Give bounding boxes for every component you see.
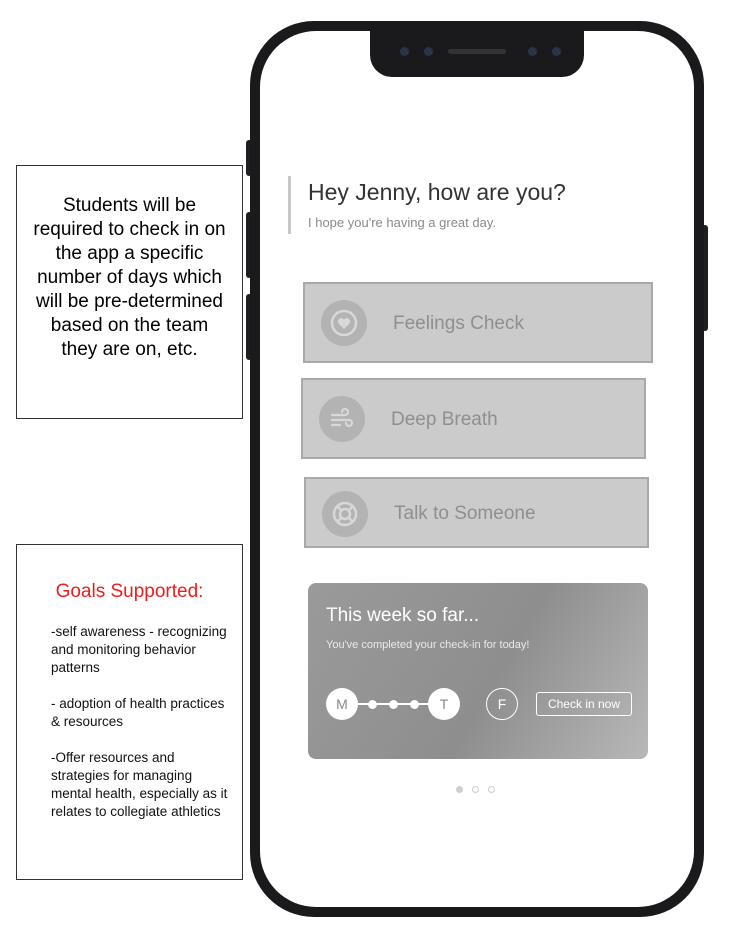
- goals-list: [51, 623, 228, 839]
- camera-icon: [400, 47, 409, 56]
- goals-note: [16, 544, 243, 880]
- requirement-note: [16, 165, 243, 419]
- day-marker-friday: F: [486, 688, 518, 720]
- greeting-title: Hey Jenny, how are you?: [308, 179, 566, 205]
- progress-dot: [410, 700, 419, 709]
- sensor-icon: [528, 47, 537, 56]
- deep-breath-button[interactable]: [301, 378, 646, 459]
- week-progress-card: [308, 583, 648, 759]
- page-dot[interactable]: [488, 786, 495, 793]
- phone-frame: [250, 21, 704, 917]
- lifebuoy-icon: [322, 491, 368, 537]
- speaker-grille: [448, 49, 506, 54]
- requirement-note-text: Students will be required to check in on the app a specific number of days which will be pre-determined based on the team they are on, etc.: [33, 195, 226, 360]
- goal-item: - adoption of health practices & resources: [51, 696, 225, 729]
- wind-icon: [319, 396, 365, 442]
- goal-item: -self awareness - recognizing and monitoring behavior patterns: [51, 624, 227, 675]
- greeting-subtitle: I hope you're having a great day.: [308, 215, 496, 230]
- day-marker-monday: M: [326, 688, 358, 720]
- progress-dot: [389, 700, 398, 709]
- feelings-check-label: Feelings Check: [393, 313, 524, 334]
- deep-breath-label: Deep Breath: [391, 409, 498, 430]
- talk-to-someone-button[interactable]: [304, 477, 649, 548]
- talk-to-someone-label: Talk to Someone: [394, 503, 536, 524]
- greeting-accent-bar: [288, 176, 291, 234]
- week-card-title: This week so far...: [326, 605, 480, 626]
- page-indicator: [456, 786, 495, 793]
- day-marker-tuesday: T: [428, 688, 460, 720]
- page-dot[interactable]: [472, 786, 479, 793]
- check-in-now-button[interactable]: Check in now: [536, 692, 632, 716]
- sensor-icon: [424, 47, 433, 56]
- heart-shield-icon: [321, 300, 367, 346]
- phone-screen: [260, 31, 694, 907]
- progress-dot: [368, 700, 377, 709]
- goal-item: -Offer resources and strategies for managing mental health, especially as it relates to collegiate athletics: [51, 750, 228, 819]
- phone-notch: [370, 31, 584, 77]
- sensor-icon: [552, 47, 561, 56]
- page-dot-active[interactable]: [456, 786, 463, 793]
- feelings-check-button[interactable]: [303, 282, 653, 363]
- week-card-subtitle: You've completed your check-in for today!: [326, 639, 530, 651]
- goals-title: Goals Supported:: [55, 581, 204, 602]
